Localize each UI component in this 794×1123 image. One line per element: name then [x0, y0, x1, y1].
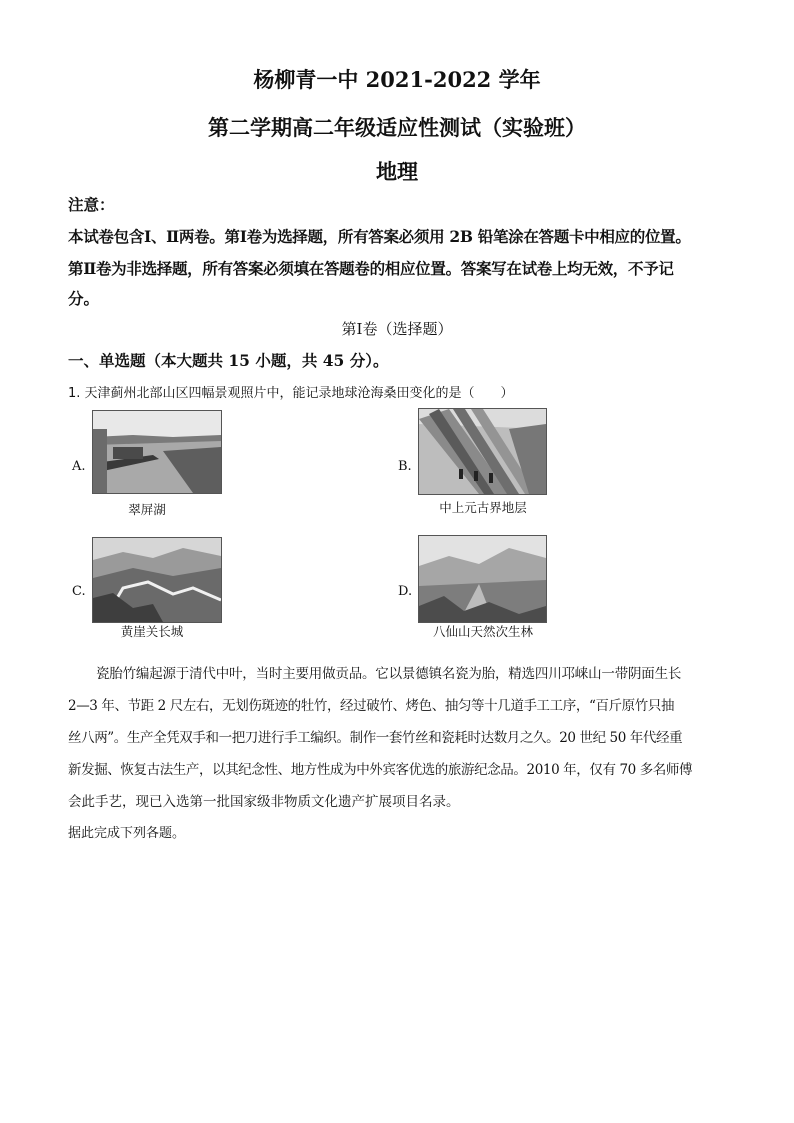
- school-year-title: 杨柳青一中 2021-2022 学年: [253, 67, 541, 92]
- passage-line-3: 丝八两”。生产全凭双手和一把刀进行手工编织。制作一套竹丝和瓷耗时达数月之久。20 世纪 50 年代经重: [68, 730, 683, 746]
- option-a-caption: 翠屏湖: [128, 502, 166, 517]
- option-b-caption: 中上元古界地层: [439, 500, 527, 515]
- part-title: 一、单选题（本大题共 15 小题，共 45 分）。: [68, 351, 389, 370]
- reading-passage: [68, 658, 730, 850]
- lake-photo-icon: [92, 410, 222, 494]
- rock-strata-photo-icon: [418, 408, 547, 495]
- passage-line-5: 会此手艺，现已入选第一批国家级非物质文化遗产扩展项目名录。: [68, 794, 460, 810]
- passage-instruction: 据此完成下列各题。: [68, 826, 186, 841]
- passage-line-4: 新发掘、恢复古法生产，以其纪念性、地方性成为中外宾客优选的旅游纪念品。2010 年，仅有 70 多名师傅: [68, 762, 693, 778]
- option-c-letter: C.: [72, 584, 86, 599]
- option-d-caption: 八仙山天然次生林: [432, 624, 533, 639]
- option-d-letter: D.: [398, 584, 413, 599]
- option-c-caption: 黄崖关长城: [120, 624, 184, 639]
- great-wall-photo-icon: [92, 537, 222, 623]
- passage-line-1: 瓷胎竹编起源于清代中叶，当时主要用做贡品。它以景德镇名瓷为胎，精选四川邛崃山一带阴面生长: [96, 666, 682, 682]
- volume-title: 第Ⅰ卷（选择题）: [341, 320, 453, 338]
- notice-label: 注意：: [68, 195, 115, 214]
- notice-line-3: 分。: [68, 289, 100, 308]
- subject-title: 地理: [376, 159, 418, 184]
- option-a-letter: A.: [72, 459, 86, 474]
- option-b-letter: B.: [398, 459, 412, 474]
- notice-line-1: 本试卷包含Ⅰ、Ⅱ两卷。第Ⅰ卷为选择题，所有答案必须用 2B 铅笔涂在答题卡中相应的位置。: [68, 227, 691, 246]
- exam-name-title: 第二学期高二年级适应性测试（实验班）: [208, 115, 586, 140]
- notice-line-2: 第Ⅱ卷为非选择题，所有答案必须填在答题卷的相应位置。答案写在试卷上均无效，不予记: [68, 259, 674, 278]
- forest-mountain-photo-icon: [418, 535, 547, 623]
- passage-line-2: 2—3 年、节距 2 尺左右，无划伤斑迹的牡竹，经过破竹、烤色、抽匀等十几道手工工序，“百斤原竹只抽: [68, 698, 675, 714]
- question-1-stem: 1. 天津蓟州北部山区四幅景观照片中，能记录地球沧海桑田变化的是（ ）: [68, 386, 514, 401]
